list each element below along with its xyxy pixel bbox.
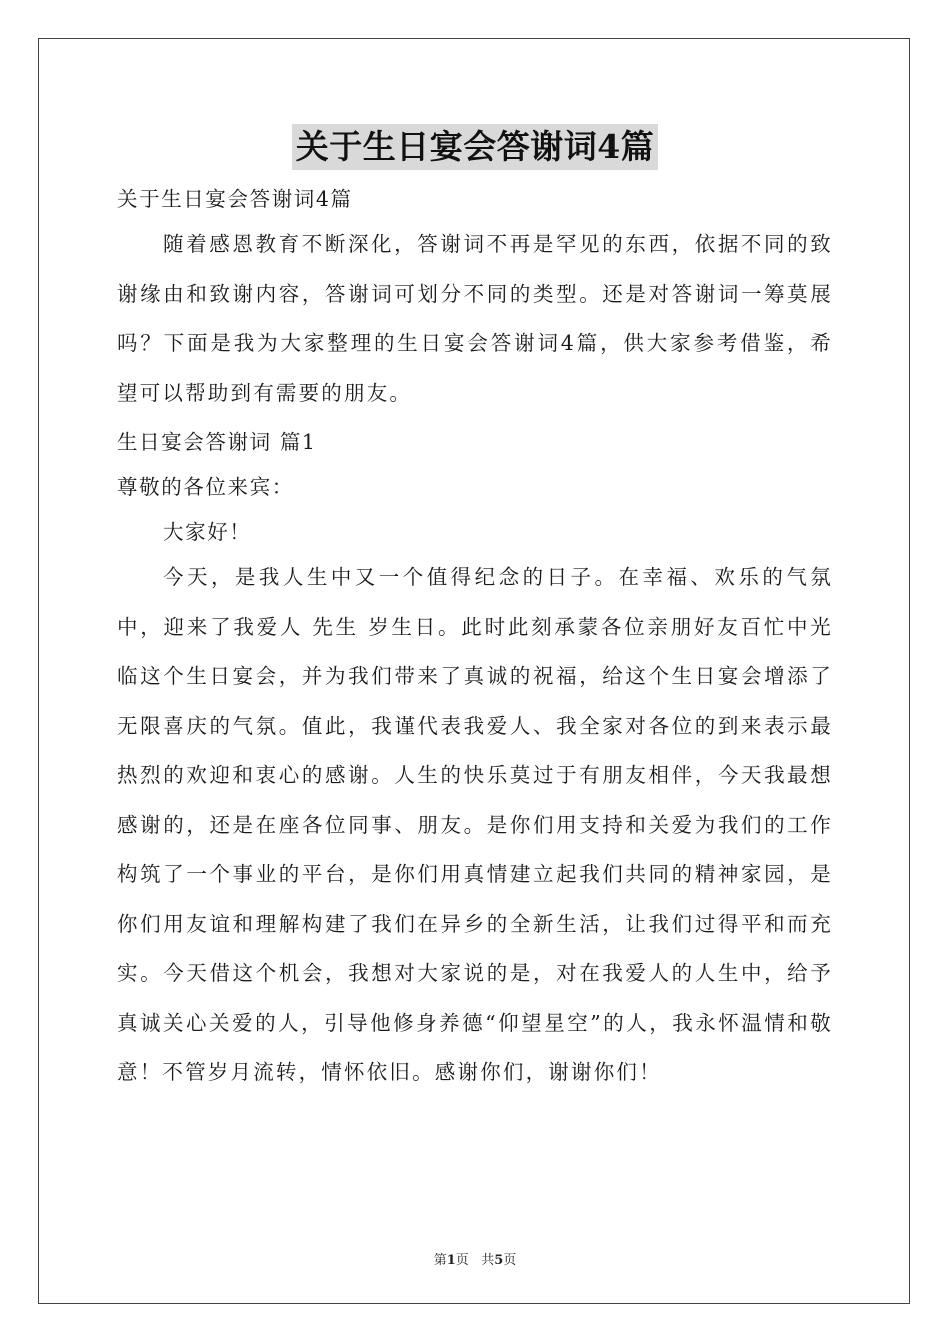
footer-page-unit: 页 [455,1253,469,1268]
page-footer [0,1249,950,1268]
footer-page-current: 1 [446,1253,456,1268]
salutation: 尊敬的各位来宾： [117,475,294,499]
document-subtitle: 关于生日宴会答谢词4篇 [117,187,353,211]
greeting: 大家好！ [163,520,252,544]
intro-paragraph: 随着感恩教育不断深化，答谢词不再是罕见的东西，依据不同的致谢缘由和致谢内容，答谢词可划分不同的类型。还是对答谢词一筹莫展吗？下面是我为大家整理的生日宴会答谢词4篇，供大家参考借鉴，希望可以帮助到有需要的朋友。 [117,232,833,405]
footer-page-total: 5 [494,1253,504,1268]
footer-total-prefix: 共 [481,1253,495,1268]
section-heading: 生日宴会答谢词 篇1 [117,430,317,454]
document-title: 关于生日宴会答谢词4篇 [292,124,658,170]
body-paragraph: 今天，是我人生中又一个值得纪念的日子。在幸福、欢乐的气氛中，迎来了我爱人 先生 岁生日。此时此刻承蒙各位亲朋好友百忙中光临这个生日宴会，并为我们带来了真诚的祝福，给这个生日宴会增添了无限喜庆的气氛。值此，我谨代表我爱人、我全家对各位的到来表示最热烈的欢迎和衷心的感谢。人生的快乐莫过于有朋友相伴，今天我最想感谢的，还是在座各位同事、朋友。是你们用支持和关爱为我们的工作构筑了一个事业的平台，是你们用真情建立起我们共同的精神家园，是你们用友谊和理解构建了我们在异乡的全新生活，让我们过得平和而充实。今天借这个机会，我想对大家说的是，对在我爱人的人生中，给予真诚关心关爱的人，引导他修身养德“仰望星空”的人，我永怀温情和敬意！不管岁月流转，情怀依旧。感谢你们，谢谢你们！ [117,565,833,1084]
footer-page-prefix: 第 [433,1253,447,1268]
footer-total-unit: 页 [503,1253,517,1268]
title-container [0,124,950,170]
document-body [117,178,833,1098]
